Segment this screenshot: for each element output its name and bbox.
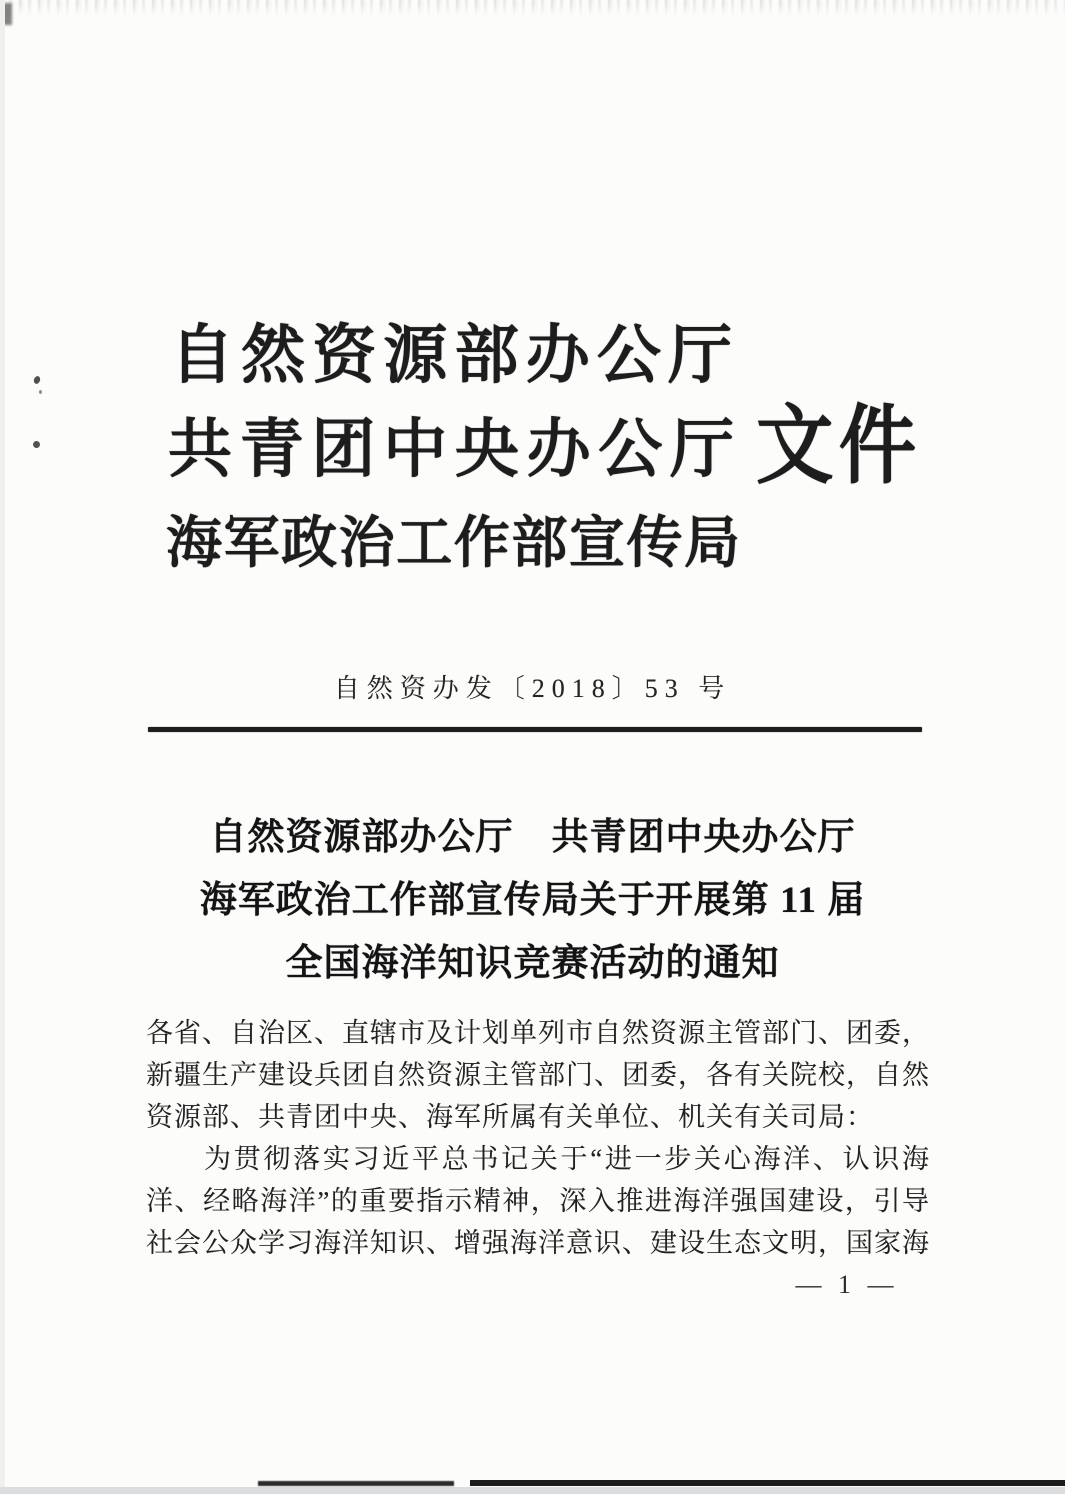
scan-speck [33, 375, 41, 385]
document-title-line-2: 海军政治工作部宣传局关于开展第 11 届 [199, 880, 866, 921]
letterhead-org-3: 海军政治工作部宣传局 [166, 513, 740, 575]
document-title-line-1: 自然资源部办公厅 共青团中央办公厅 [209, 817, 856, 858]
document-title [0, 806, 1065, 995]
scan-strip-bottom [0, 1487, 1065, 1494]
letterhead-org-1: 自然资源部办公厅 [170, 320, 732, 391]
scan-speck [39, 390, 42, 394]
letterhead-row-2 [168, 398, 940, 494]
body-paragraph-line-2: 洋、经略海洋”的重要指示精神，深入推进海洋强国建设，引导 [146, 1186, 930, 1216]
letterhead-org-2: 共青团中央办公厅 [168, 414, 734, 485]
body-paragraph-line-1: 为贯彻落实习近平总书记关于“进一步关心海洋、认识海 [204, 1144, 930, 1174]
page-number: — 1 — [795, 1270, 899, 1299]
letterhead-rule [148, 727, 922, 732]
body-recipients-line-3: 资源部、共青团中央、海军所属有关单位、机关有关司局： [146, 1102, 874, 1132]
document-body [146, 1012, 930, 1264]
body-paragraph-line-3: 社会公众学习海洋知识、增强海洋意识、建设生态文明，国家海 [146, 1228, 930, 1258]
document-number: 自然资办发〔2018〕53 号 [333, 674, 732, 703]
scan-edge-line-bottom [470, 1480, 1065, 1486]
letterhead-document-label: 文件 [756, 398, 922, 494]
scan-edge-line-bottom [258, 1481, 454, 1486]
scan-smudge-top [0, 0, 1065, 16]
scan-speck [32, 440, 41, 449]
document-title-line-3: 全国海洋知识竞赛活动的通知 [285, 943, 780, 984]
body-recipients-line-1: 各省、自治区、直辖市及计划单列市自然资源主管部门、团委， [146, 1018, 930, 1048]
scan-strip-left [0, 0, 5, 1494]
body-recipients-line-2: 新疆生产建设兵团自然资源主管部门、团委，各有关院校，自然 [146, 1060, 930, 1090]
